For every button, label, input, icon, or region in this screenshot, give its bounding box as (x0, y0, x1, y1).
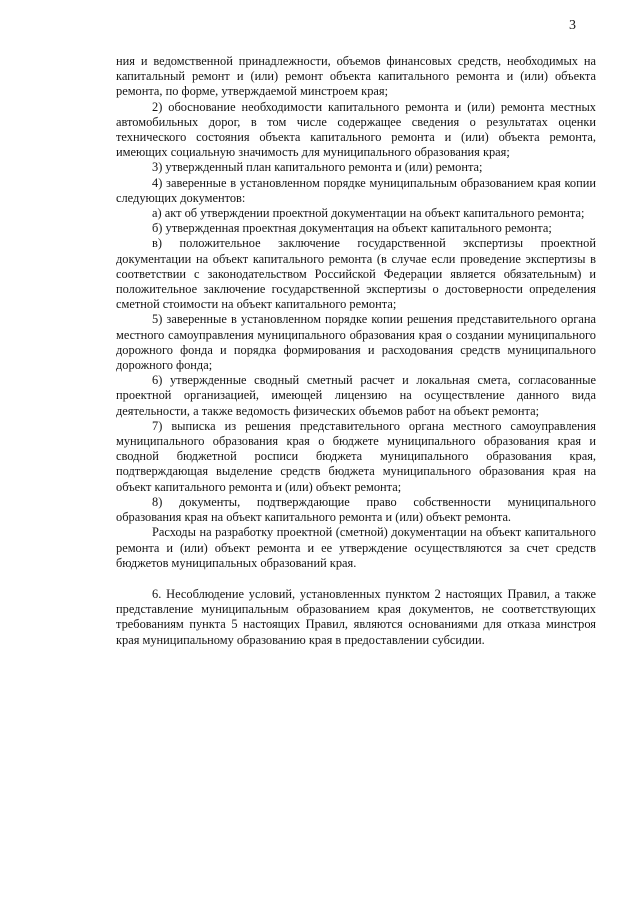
paragraph-item-4a: а) акт об утверждении проектной документации на объект капитального ремонта; (152, 206, 585, 221)
paragraph-item-2: 2) обоснование необходимости капитального ремонта и (или) ремонта местных автомобильных дорог, в том числе содержащее сведения о результатах оценки технического состояния объекта капитального ремонта и (или) объекта ремонта, имеющих социальную значимость для муниципального образования края; (116, 99, 596, 160)
page-number: 3 (569, 18, 576, 33)
paragraph-expenses: Расходы на разработку проектной (сметной) документации на объект капитального ремонта и (или) объект ремонта и ее утверждение осуществляются за счет средств бюджетов муниципальных образований края. (116, 525, 596, 570)
paragraph-item-4b: б) утвержденная проектная документация на объект капитального ремонта; (152, 221, 552, 236)
document-body (116, 54, 596, 648)
paragraph-continuation: ния и ведомственной принадлежности, объемов финансовых средств, необходимых на капитальный ремонт и (или) ремонт объекта капитального ремонта и (или) объекта ремонта, по форме, утверждаемой минстроем края; (116, 54, 596, 99)
paragraph-item-5: 5) заверенные в установленном порядке копии решения представительного органа местного самоуправления муниципального образования края о создании муниципального дорожного фонда и порядка формирования и расходования средств муниципального дорожного фонда; (116, 312, 596, 373)
paragraph-item-7: 7) выписка из решения представительного органа местного самоуправления муниципального образования края о бюджете муниципального образования края и сводной бюджетной росписи бюджета муниципального образования края, подтверждающая выделение средств бюджета муниципального образования края на объект капитального ремонта и (или) объект ремонта; (116, 418, 596, 494)
paragraph-section-6: 6. Несоблюдение условий, установленных пунктом 2 настоящих Правил, а также представление муниципальным образованием края документов, не соответствующих требованиям пункта 5 настоящих Правил, являются основаниями для отказа минстроя края муниципальному образованию края в предоставлении субсидии. (116, 586, 596, 647)
paragraph-item-8: 8) документы, подтверждающие право собственности муниципального образования края на объект капитального ремонта и (или) объект ремонта. (116, 494, 596, 525)
paragraph-item-6: 6) утвержденные сводный сметный расчет и локальная смета, согласованные проектной организацией, имеющей лицензию на осуществление данного вида деятельности, а также ведомость физических объемов работ на объект ремонта; (116, 373, 596, 418)
paragraph-item-4: 4) заверенные в установленном порядке муниципальным образованием края копии следующих документов: (116, 175, 596, 205)
paragraph-item-4v: в) положительное заключение государственной экспертизы проектной документации на объект капитального ремонта (в случае если проведение экспертизы в соответствии с законодательством Российской Федерации является обязательным) и положительное заключение государственной экспертизы о достоверности определения сметной стоимости на объект капитального ремонта; (116, 236, 596, 312)
paragraph-item-3: 3) утвержденный план капитального ремонта и (или) ремонта; (152, 160, 483, 175)
